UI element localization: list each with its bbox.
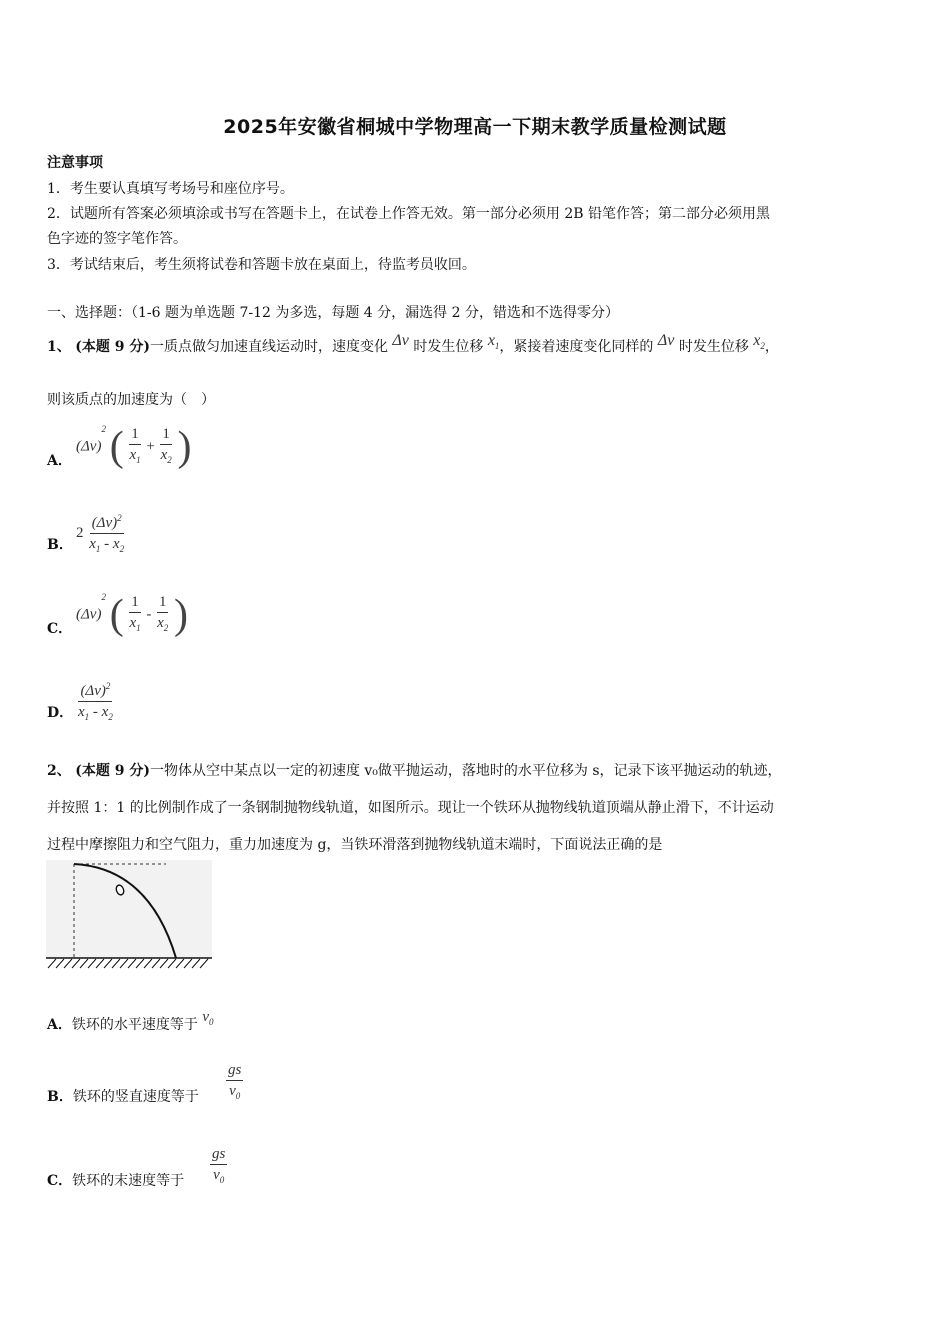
q1-dv-1: Δv — [392, 332, 409, 349]
q1-text-e: ， — [764, 339, 779, 355]
q2-option-c[interactable]: C．铁环的末速度等于 — [47, 1173, 185, 1189]
notice-item-3: 3．考试结束后，考生须将试卷和答题卡放在桌面上，待监考员收回。 — [47, 257, 476, 273]
q1-option-d-label[interactable]: D． — [47, 705, 74, 721]
notice-item-2-cont: 色字迹的签字笔作答。 — [47, 231, 187, 247]
q1-x1: $x_1$ — [487, 332, 500, 352]
q1-text-c: ，紧接着速度变化同样的 — [499, 339, 654, 355]
notice-item-2: 2．试题所有答案必须填涂或书写在答题卡上，在试卷上作答无效。第一部分必须用 2B 铅笔作答；第二部分必须用黑 — [47, 206, 770, 222]
q1-dv-2: Δv — [657, 332, 675, 349]
q2-stem-line1 — [47, 760, 782, 780]
q1-option-c-formula: $(\Delta v)^2$ ( $\frac{1}{x_1}$ - $\frac{1}{x_2}$ ) — [76, 592, 189, 638]
q2-stem-line2: 并按照 1：1 的比例制作成了一条钢制抛物线轨道，如图所示。现让一个铁环从抛物线轨道顶端从静止滑下，不计运动 — [47, 800, 774, 816]
ground-hatching — [48, 959, 208, 968]
page-title: 2025年安徽省桐城中学物理高一下期末教学质量检测试题 — [223, 116, 727, 138]
q1-option-a-label[interactable]: A． — [47, 453, 72, 469]
q1-text-b: 时发生位移 — [413, 339, 484, 355]
q2-v0-a: $v_0$ — [202, 1009, 214, 1027]
q2-option-a[interactable]: A．铁环的水平速度等于 $v_0$ — [47, 1009, 214, 1033]
notice-heading: 注意事项 — [47, 155, 103, 171]
q1-x2: $x_2$ — [753, 332, 765, 352]
q1-option-d-formula: $\frac{(\Delta v)^2}{x_1 - x_2}$ — [76, 676, 115, 727]
notice-item-1: 1．考生要认真填写考场号和座位序号。 — [47, 181, 294, 197]
q1-option-b-formula: 2 $\frac{(\Delta v)^2}{x_1 - x_2}$ — [76, 508, 126, 559]
q1-number: 1、 — [47, 339, 71, 355]
parabola-track-figure — [44, 858, 214, 970]
q1-stem-line1 — [47, 332, 779, 357]
section-heading: 一、选择题：（1-6 题为单选题 7-12 为多选，每题 4 分，漏选得 2 分，错选和不选得零分） — [47, 305, 619, 321]
q2-option-c-formula: $\frac{gs}{v_0}$ — [212, 1146, 226, 1185]
q1-stem-line2: 则该质点的加速度为（ ） — [47, 392, 215, 408]
figure-background — [46, 860, 212, 958]
q1-points: (本题 9 分) — [75, 339, 150, 355]
q1-option-b-label[interactable]: B． — [47, 537, 73, 553]
q2-text-1: 一物体从空中某点以一定的初速度 v₀做平抛运动，落地时的水平位移为 s，记录下该平抛运动的轨迹， — [149, 763, 782, 779]
q1-option-c-label[interactable]: C． — [47, 621, 73, 637]
q2-stem-line3: 过程中摩擦阻力和空气阻力，重力加速度为 g，当铁环滑落到抛物线轨道末端时，下面说法正确的是 — [47, 837, 663, 853]
q2-points: (本题 9 分) — [75, 763, 150, 779]
q1-option-a-formula: $(\Delta v)^2$ ( $\frac{1}{x_1}$ + $\frac{1}{x_2}$ ) — [76, 424, 192, 470]
q2-option-b[interactable]: B．铁环的竖直速度等于 — [47, 1089, 199, 1105]
q2-option-b-formula: $\frac{gs}{v_0}$ — [228, 1062, 242, 1101]
q1-text-d: 时发生位移 — [678, 339, 749, 355]
q2-number: 2、 — [47, 763, 71, 779]
q1-text-a: 一质点做匀加速直线运动时，速度变化 — [149, 339, 388, 355]
